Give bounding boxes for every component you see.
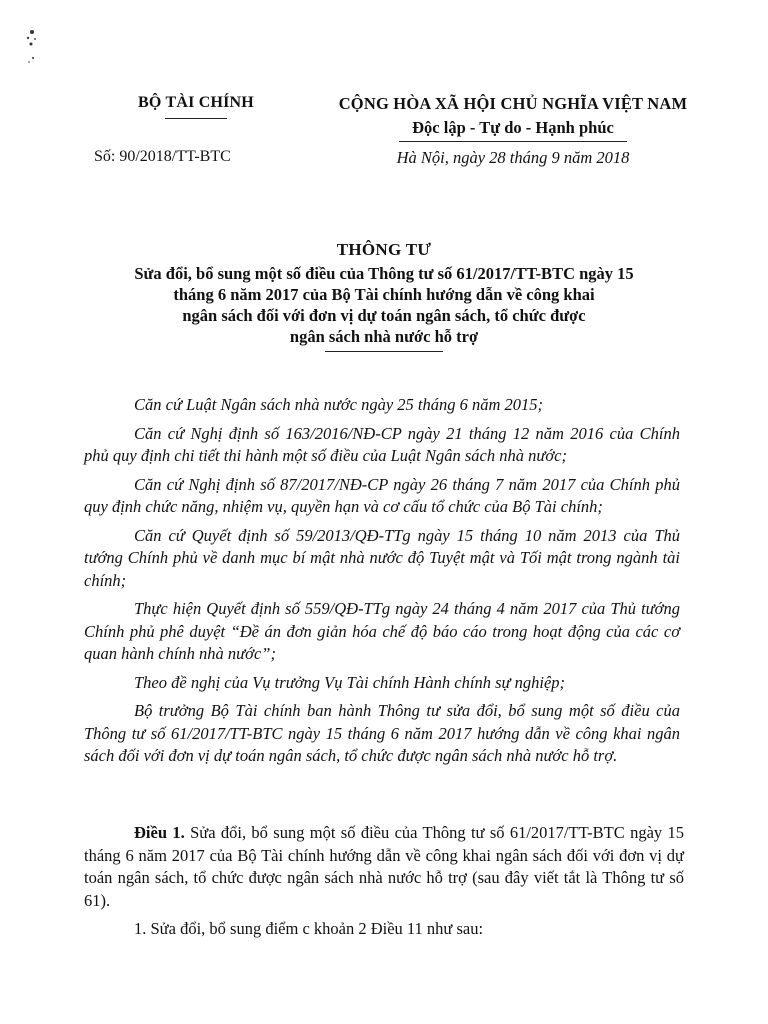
national-header	[326, 94, 700, 142]
subject-line: ngân sách đối với đơn vị dự toán ngân sách, tổ chức được	[182, 306, 586, 325]
article-1-text: Sửa đổi, bổ sung một số điều của Thông tư số 61/2017/TT-BTC ngày 15 tháng 6 năm 2017 của Bộ Tài chính hướng dẫn về công khai ngân sách đối với đơn vị dự toán ngân sách, tổ chức được ngân sách nhà nước hỗ trợ (sau đây viết tắt là Thông tư số 61).	[84, 823, 685, 910]
article-1-label: Điều 1.	[134, 823, 185, 842]
document-title-block	[60, 240, 708, 352]
national-motto: Độc lập - Tự do - Hạnh phúc	[412, 118, 614, 137]
legal-basis-item: Căn cứ Luật Ngân sách nhà nước ngày 25 tháng 6 năm 2015;	[134, 395, 544, 414]
legal-basis-item: Bộ trưởng Bộ Tài chính ban hành Thông tư sửa đổi, bổ sung một số điều của Thông tư số 61/2017/TT-BTC ngày 15 tháng 6 năm 2017 hướng dẫn về công khai ngân sách đối với đơn vị dự toán ngân sách, tổ chức được ngân sách nhà nước hỗ trợ.	[84, 701, 680, 765]
document-subject	[60, 263, 708, 347]
issue-date: Hà Nội, ngày 28 tháng 9 năm 2018	[396, 148, 630, 167]
legal-basis-item: Căn cứ Nghị định số 163/2016/NĐ-CP ngày 21 tháng 12 năm 2016 của Chính phủ quy định chi tiết thi hành một số điều của Luật Ngân sách nhà nước;	[84, 423, 680, 465]
legal-bases	[84, 394, 680, 774]
agency-underline	[165, 118, 227, 119]
title-underline	[325, 351, 443, 352]
subject-line: tháng 6 năm 2017 của Bộ Tài chính hướng dẫn về công khai	[173, 285, 595, 304]
subject-line: ngân sách nhà nước hỗ trợ	[289, 327, 479, 346]
legal-basis-item: Theo đề nghị của Vụ trưởng Vụ Tài chính Hành chính sự nghiệp;	[134, 672, 566, 692]
motto-underline	[399, 141, 627, 142]
country-name: CỘNG HÒA XÃ HỘI CHỦ NGHĨA VIỆT NAM	[338, 94, 688, 113]
article-1-clause-1: 1. Sửa đổi, bổ sung điểm c khoản 2 Điều 11 như sau:	[134, 919, 484, 938]
subject-line: Sửa đổi, bổ sung một số điều của Thông tư số 61/2017/TT-BTC ngày 15	[134, 264, 634, 283]
document-number: Số: 90/2018/TT-BTC	[94, 148, 231, 165]
legal-basis-item: Căn cứ Quyết định số 59/2013/QĐ-TTg ngày 15 tháng 10 năm 2013 của Thủ tướng Chính phủ về danh mục bí mật nhà nước độ Tuyệt mật và Tối mật trong ngành tài chính;	[84, 525, 680, 590]
article-1	[84, 822, 684, 912]
scan-artifact	[18, 20, 46, 68]
document-type: THÔNG TƯ	[336, 240, 432, 259]
legal-basis-item: Căn cứ Nghị định số 87/2017/NĐ-CP ngày 26 tháng 7 năm 2017 của Chính phủ quy định chức năng, nhiệm vụ, quyền hạn và cơ cấu tổ chức của Bộ Tài chính;	[84, 474, 680, 516]
agency-name: BỘ TÀI CHÍNH	[138, 94, 254, 111]
document-body	[84, 822, 684, 941]
legal-basis-item: Thực hiện Quyết định số 559/QĐ-TTg ngày 24 tháng 4 năm 2017 của Thủ tướng Chính phủ phê duyệt “Đề án đơn giản hóa chế độ báo cáo trong hoạt động của các cơ quan hành chính nhà nước”;	[84, 599, 680, 663]
agency-block	[96, 94, 296, 119]
